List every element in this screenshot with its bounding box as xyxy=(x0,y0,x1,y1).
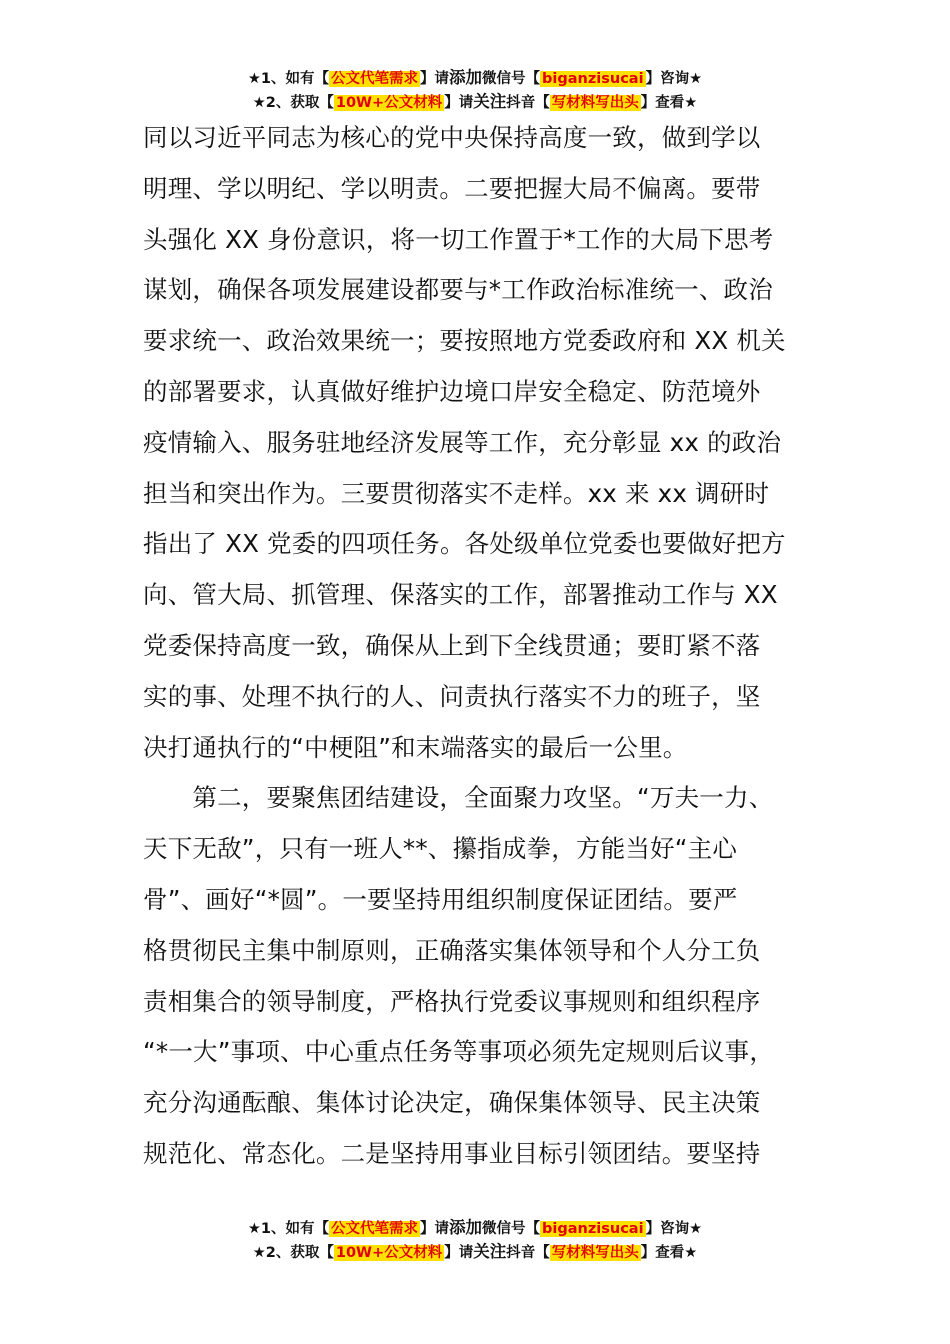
promo-text: 1、如有【 xyxy=(260,1221,330,1237)
promo-highlight: 10W+公文材料 xyxy=(335,95,443,111)
douyin-highlight: 写材料写出头 xyxy=(551,1245,639,1261)
wechat-id-highlight: biganzisucai xyxy=(542,1221,644,1237)
body-line: 疫情输入、服务驻地经济发展等工作，充分彰显 xx 的政治 xyxy=(143,427,782,457)
body-line: 要求统一、政治效果统一；要按照地方党委政府和 XX 机关 xyxy=(143,326,786,356)
promo-text: 】查看★ xyxy=(640,95,698,111)
promo-highlight: 公文代笔需求 xyxy=(331,1221,419,1237)
document-body xyxy=(143,113,833,1180)
promo-text: 】咨询★ xyxy=(645,1221,703,1237)
promo-text: 】请 xyxy=(420,71,450,87)
promo-text: 关注 xyxy=(473,92,507,111)
body-line: 骨”、画好“*圆”。一要坚持用组织制度保证团结。要严 xyxy=(143,884,738,914)
promo-text: 】请 xyxy=(444,95,474,111)
promo-text: 添加 xyxy=(449,68,483,87)
body-line: 头强化 XX 身份意识，将一切工作置于*工作的大局下思考 xyxy=(143,224,774,254)
body-line: 决打通执行的“中梗阻”和末端落实的最后一公里。 xyxy=(143,732,688,762)
header-promo-banner xyxy=(0,66,950,114)
body-line: 党委保持高度一致，确保从上到下全线贯通；要盯紧不落 xyxy=(143,630,761,660)
body-line: 第二，要聚焦团结建设，全面聚力攻坚。“万夫一力、 xyxy=(143,783,774,813)
promo-text: 抖音【 xyxy=(506,1245,550,1261)
promo-text: 添加 xyxy=(449,1218,483,1237)
star-icon: ★ xyxy=(252,1245,266,1261)
body-line: 谋划，确保各项发展建设都要与*工作政治标准统一、政治 xyxy=(143,275,773,305)
promo-text: 】查看★ xyxy=(640,1245,698,1261)
promo-highlight: 10W+公文材料 xyxy=(335,1245,443,1261)
body-line: 指出了 XX 党委的四项任务。各处级单位党委也要做好把方 xyxy=(143,529,786,559)
douyin-highlight: 写材料写出头 xyxy=(551,95,639,111)
body-line: 向、管大局、抓管理、保落实的工作，部署推动工作与 XX xyxy=(143,580,778,610)
wechat-id-highlight: biganzisucai xyxy=(542,71,644,87)
promo-text: 微信号【 xyxy=(482,1221,541,1237)
promo-line-1 xyxy=(0,1216,950,1240)
body-line: 同以习近平同志为核心的党中央保持高度一致，做到学以 xyxy=(143,123,761,152)
promo-text: 2、获取【 xyxy=(265,1245,334,1261)
footer-promo-banner xyxy=(0,1216,950,1264)
star-icon: ★ xyxy=(247,1221,261,1237)
body-line: 格贯彻民主集中制原则，正确落实集体领导和个人分工负 xyxy=(143,935,761,965)
promo-line-2 xyxy=(0,1240,950,1264)
promo-text: 抖音【 xyxy=(506,95,550,111)
body-line: 责相集合的领导制度，严格执行党委议事规则和组织程序 xyxy=(143,986,761,1016)
star-icon: ★ xyxy=(252,95,266,111)
star-icon: ★ xyxy=(247,71,261,87)
promo-text: 】请 xyxy=(420,1221,450,1237)
promo-line-2 xyxy=(0,90,950,114)
body-line: 规范化、常态化。二是坚持用事业目标引领团结。要坚持 xyxy=(143,1138,761,1168)
promo-highlight: 公文代笔需求 xyxy=(331,71,419,87)
body-line: “*一大”事项、中心重点任务等事项必须先定规则后议事， xyxy=(143,1037,775,1067)
body-line: 充分沟通酝酿、集体讨论决定，确保集体领导、民主决策 xyxy=(143,1088,761,1118)
promo-text: 关注 xyxy=(473,1242,507,1261)
promo-text: 1、如有【 xyxy=(260,71,330,87)
promo-text: 】请 xyxy=(444,1245,474,1261)
body-line: 担当和突出作为。三要贯彻落实不走样。xx 来 xx 调研时 xyxy=(143,478,770,508)
promo-text: 】咨询★ xyxy=(645,71,703,87)
body-line: 天下无敌”，只有一班人**、攥指成拳，方能当好“主心 xyxy=(143,834,738,864)
body-line: 明理、学以明纪、学以明责。二要把握大局不偏离。要带 xyxy=(143,173,761,203)
promo-line-1 xyxy=(0,66,950,90)
body-line: 的部署要求，认真做好维护边境口岸安全稳定、防范境外 xyxy=(143,376,761,406)
promo-text: 2、获取【 xyxy=(265,95,334,111)
promo-text: 微信号【 xyxy=(482,71,541,87)
body-line: 实的事、处理不执行的人、问责执行落实不力的班子，坚 xyxy=(143,681,761,711)
